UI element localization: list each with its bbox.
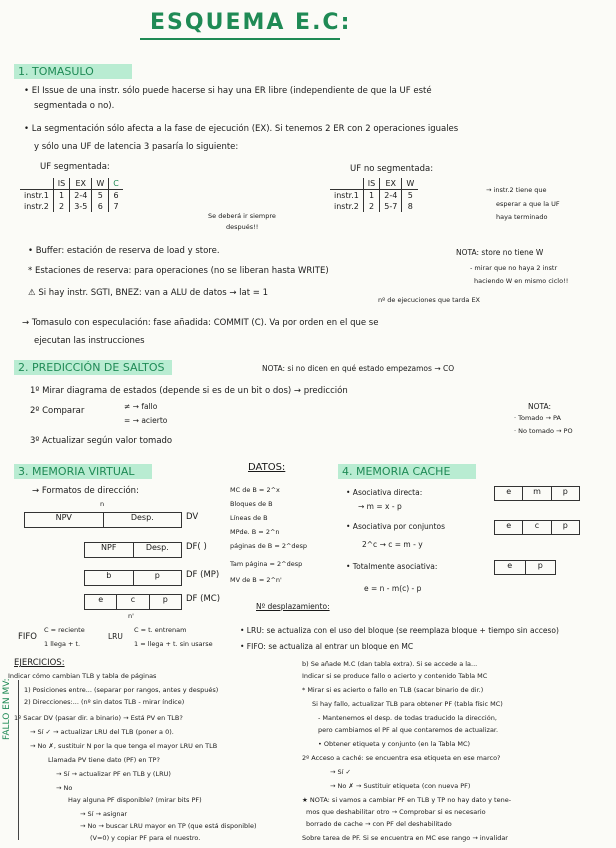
t2-r0c2: 2-4 bbox=[380, 190, 402, 202]
s1-line8: → Tomasulo con especulación: fase añadida: COMMIT (C). Va por orden en el que se bbox=[22, 318, 379, 328]
t1-r1c0: instr.2 bbox=[24, 202, 49, 211]
s1-line2: segmentada o no). bbox=[34, 101, 115, 111]
t2-r0c0: instr.1 bbox=[334, 191, 359, 200]
fifo-label: FIFO bbox=[18, 632, 37, 642]
ej-left-11: → No → buscar LRU mayor en TP (que está disponible) bbox=[80, 822, 257, 830]
t2-h2: EX bbox=[380, 178, 402, 190]
t1-r0c1: 1 bbox=[53, 190, 69, 202]
s1-nota2: - mirar que no haya 2 instr bbox=[470, 264, 558, 272]
t1-note2: después!! bbox=[226, 223, 259, 231]
box1-p: p bbox=[551, 487, 579, 500]
ej-right-4: - Mantenemos el desp. de todas traducido la dirección, bbox=[318, 714, 497, 722]
format-dfmc-label: DF (MC) bbox=[186, 594, 221, 604]
s4-line1: • Asociativa directa: bbox=[346, 488, 423, 497]
s4-line1a: → m = x - p bbox=[358, 502, 402, 511]
format-dfmc-p: p bbox=[149, 595, 181, 609]
format-df-desp: Desp. bbox=[133, 543, 182, 557]
format-dfmc-e: e bbox=[98, 595, 104, 604]
t1-h2: EX bbox=[70, 178, 92, 190]
table-uf-segmentada bbox=[20, 178, 123, 212]
t2-h0 bbox=[330, 178, 363, 190]
ej-left-10: → Sí → asignar bbox=[80, 810, 128, 818]
s1-line6: * Estaciones de reserva: para operaciones (no se liberan hasta WRITE) bbox=[28, 266, 329, 276]
ej-left-7: → Sí → actualizar PF en TLB y (LRU) bbox=[56, 770, 171, 778]
ej-right-1: Indicar si se produce fallo o acierto y contenido Tabla MC bbox=[302, 672, 488, 680]
s1-line5: • Buffer: estación de reserva de load y store. bbox=[28, 246, 220, 256]
s1-line3: • La segmentación sólo afecta a la fase de ejecución (EX). Si tenemos 2 ER con 2 operaciones iguales bbox=[24, 124, 459, 134]
datos-desp: Nº desplazamiento: bbox=[256, 602, 330, 611]
s2-nota: NOTA: si no dicen en qué estado empezamos → CO bbox=[262, 364, 455, 373]
fifo-1: 1 llega + t. bbox=[44, 640, 81, 648]
box1-e: e bbox=[506, 487, 512, 496]
s2-nota-b: NOTA: bbox=[528, 402, 552, 411]
s2-line3: 3º Actualizar según valor tomado bbox=[30, 436, 173, 446]
s4-line3: • Totalmente asociativa: bbox=[346, 562, 438, 571]
ej-left-1: 1) Posiciones entre... (separar por rangos, antes y después) bbox=[24, 686, 219, 694]
ej-left-3: 1º Sacar DV (pasar dir. a binario) → Está PV en TLB? bbox=[14, 714, 183, 722]
s4-line3a: e = n - m(c) - p bbox=[364, 584, 422, 593]
t2-note1: → instr.2 tiene que bbox=[486, 186, 547, 194]
s1-nota1: NOTA: store no tiene W bbox=[456, 248, 544, 257]
ej-right-3: Si hay fallo, actualizar TLB para obtener PF (tabla físic MC) bbox=[312, 700, 503, 708]
ej-left-5: → No ✗, sustituir N por la que tenga el mayor LRU en TLB bbox=[30, 742, 218, 750]
format-dfmp-p: p bbox=[133, 571, 182, 585]
format-df-mp bbox=[84, 570, 182, 586]
s1-line9: ejecutan las instrucciones bbox=[34, 336, 145, 346]
box2-c: c bbox=[522, 521, 550, 534]
lru-label: LRU bbox=[108, 632, 123, 641]
s4-line2a: 2^c → c = m - y bbox=[362, 540, 423, 549]
ej-left-4: → Sí ✓ → actualizar LRU del TLB (poner a 0). bbox=[30, 728, 174, 736]
ej-right-8: → Sí ✓ bbox=[330, 768, 351, 776]
ej-left-6: Llamada PV tiene dato (PF) en TP? bbox=[48, 756, 160, 764]
s3-n-top: n bbox=[100, 500, 105, 508]
format-df-mc bbox=[84, 594, 182, 610]
format-df-label: DF( ) bbox=[186, 542, 207, 552]
datos-0: MC de B = 2^x bbox=[230, 486, 280, 494]
t2-r0c1: 1 bbox=[363, 190, 379, 202]
s2-branch1: ≠ → fallo bbox=[124, 402, 158, 411]
title-underline bbox=[140, 38, 340, 40]
datos-3: MPde. B = 2^n bbox=[230, 528, 280, 536]
t1-r1c1: 2 bbox=[53, 201, 69, 212]
format-dv-npv: NPV bbox=[55, 513, 72, 522]
t2-r1c0: instr.2 bbox=[334, 202, 359, 211]
t1-r1c3: 6 bbox=[92, 201, 109, 212]
t2-r0c3: 5 bbox=[402, 190, 418, 202]
t2-r1c3: 8 bbox=[402, 201, 418, 212]
ej-right-6: • Obtener etiqueta y conjunto (en la Tabla MC) bbox=[318, 740, 471, 748]
box3-e: e bbox=[507, 561, 513, 570]
format-dv-desp: Desp. bbox=[103, 513, 182, 527]
ej-right-10: ★ NOTA: si vamos a cambiar PF en TLB y TP no hay dato y tene- bbox=[302, 796, 512, 804]
t2-note2: esperar a que la UF bbox=[496, 200, 560, 208]
t1-r0c2: 2-4 bbox=[70, 190, 92, 202]
datos-heading: DATOS: bbox=[248, 462, 286, 473]
t1-h1: IS bbox=[53, 178, 69, 190]
format-df-npf: NPF bbox=[101, 543, 117, 552]
t1-h3: W bbox=[92, 178, 109, 190]
ej-right-5: pero cambiamos el PF al que contaremos de actualizar. bbox=[318, 726, 499, 734]
t2-r1c2: 5-7 bbox=[380, 201, 402, 212]
s3-formats: → Formatos de dirección: bbox=[32, 486, 139, 496]
section-memoria-cache-heading: 4. MEMORIA CACHE bbox=[338, 464, 476, 479]
box2-p: p bbox=[551, 521, 579, 534]
fifo-c: C = reciente bbox=[44, 626, 85, 634]
format-dv bbox=[24, 512, 182, 528]
s1-line7b: nº de ejecuciones que tarda EX bbox=[378, 296, 481, 304]
datos-6: MV de B = 2^n' bbox=[230, 576, 282, 584]
t2-note3: haya terminado bbox=[496, 213, 548, 221]
s2-line1: 1º Mirar diagrama de estados (depende si es de un bit o dos) → predicción bbox=[30, 386, 348, 396]
s1-line4: y sólo una UF de latencia 3 pasaría lo siguiente: bbox=[34, 142, 239, 152]
t2-h1: IS bbox=[363, 178, 379, 190]
section-memoria-virtual-heading: 3. MEMORIA VIRTUAL bbox=[14, 464, 152, 479]
ej-left-8: → No bbox=[56, 784, 73, 792]
t1-h0 bbox=[20, 178, 53, 190]
s1-line1: • El Issue de una instr. sólo puede hacerse si hay una ER libre (independiente de que la UF esté bbox=[24, 86, 432, 96]
t1-r0c4: 6 bbox=[109, 190, 123, 202]
s3-n-mid: n' bbox=[128, 612, 134, 620]
ej-right-11: mos que deshabilitar otro → Comprobar si es necesario bbox=[306, 808, 486, 816]
datos-5: Tam página = 2^desp bbox=[230, 560, 303, 568]
s4-line2: • Asociativa por conjuntos bbox=[346, 522, 445, 531]
box3-p: p bbox=[525, 561, 556, 574]
ej-right-9: → No ✗ → Sustituir etiqueta (con nueva PF) bbox=[330, 782, 471, 790]
t2-r1c1: 2 bbox=[363, 201, 379, 212]
table1-label: UF segmentada: bbox=[40, 162, 110, 172]
table-uf-no-segmentada bbox=[330, 178, 418, 212]
ej-left-9: Hay alguna PF disponible? (mirar bits PF) bbox=[68, 796, 202, 804]
ej-right-2: * Mirar si es acierto o fallo en TLB (sacar binario de dir.) bbox=[302, 686, 484, 694]
s2-branch2: = → acierto bbox=[124, 416, 168, 425]
s1-nota3: haciendo W en mismo ciclo!! bbox=[474, 277, 569, 285]
ej-right-7: 2º Acceso a caché: se encuentra esa etiqueta en ese marco? bbox=[302, 754, 501, 762]
datos-1: Bloques de B bbox=[230, 500, 273, 508]
section-prediccion-heading: 2. PREDICCIÓN DE SALTOS bbox=[14, 360, 172, 375]
datos-4: páginas de B = 2^desp bbox=[230, 542, 308, 550]
section-tomasulo-heading: 1. TOMASULO bbox=[14, 64, 132, 79]
cache-box-directa bbox=[494, 486, 580, 501]
format-dfmc-c: c bbox=[116, 595, 148, 609]
t1-r0c3: 5 bbox=[92, 190, 109, 202]
fallo-mv-vertical: FALLO EN MV: bbox=[2, 678, 12, 740]
t1-r0c0: instr.1 bbox=[24, 191, 49, 200]
t2-h3: W bbox=[402, 178, 418, 190]
t1-h4: C bbox=[109, 178, 123, 190]
ej-left-2: 2) Direcciones:... (nº sin datos TLB - mirar índice) bbox=[24, 698, 185, 706]
ej-left-12: (V=0) y copiar PF para el nuestro. bbox=[90, 834, 201, 842]
s2-line2: 2º Comparar bbox=[30, 406, 85, 416]
s2-nota-b1: · Tomado → PA bbox=[514, 414, 561, 422]
fallo-bracket bbox=[18, 680, 19, 840]
lru-desc: • LRU: se actualiza con el uso del bloque (se reemplaza bloque + tiempo sin acceso) bbox=[240, 626, 559, 635]
ej-left-0: Indicar cómo cambian TLB y tabla de páginas bbox=[8, 672, 157, 680]
ej-right-13: Sobre tarea de PF. Si se encuentra en MC ese rango → invalidar bbox=[302, 834, 508, 842]
ejercicios-heading: EJERCICIOS: bbox=[14, 658, 65, 668]
t1-r1c2: 3-5 bbox=[70, 201, 92, 212]
page-title: ESQUEMA E.C: bbox=[150, 10, 352, 35]
s1-line7: ⚠ Si hay instr. SGTI, BNEZ: van a ALU de datos → lat = 1 bbox=[28, 288, 269, 298]
cache-box-totalmente bbox=[494, 560, 556, 575]
format-dfmp-label: DF (MP) bbox=[186, 570, 220, 580]
format-df bbox=[84, 542, 182, 558]
cache-box-conjuntos bbox=[494, 520, 580, 535]
format-dfmp-b: b bbox=[106, 571, 112, 580]
ej-right-12: borrado de cache → con PF del deshabilitado bbox=[306, 820, 452, 828]
lru-c: C = t. entrenam bbox=[134, 626, 187, 634]
fifo-desc: • FIFO: se actualiza al entrar un bloque en MC bbox=[240, 642, 414, 651]
format-dv-label: DV bbox=[186, 512, 199, 522]
s2-nota-b2: · No tomado → PO bbox=[514, 427, 573, 435]
table2-label: UF no segmentada: bbox=[350, 164, 434, 174]
datos-2: Líneas de B bbox=[230, 514, 268, 522]
box2-e: e bbox=[506, 521, 512, 530]
t1-note1: Se deberá ir siempre bbox=[208, 212, 276, 220]
lru-1: 1 = llega + t. sin usarse bbox=[134, 640, 213, 648]
t1-r1c4: 7 bbox=[109, 201, 123, 212]
ej-right-0: b) Se añade M.C (dan tabla extra). Si se accede a la... bbox=[302, 660, 478, 668]
box1-m: m bbox=[522, 487, 550, 500]
